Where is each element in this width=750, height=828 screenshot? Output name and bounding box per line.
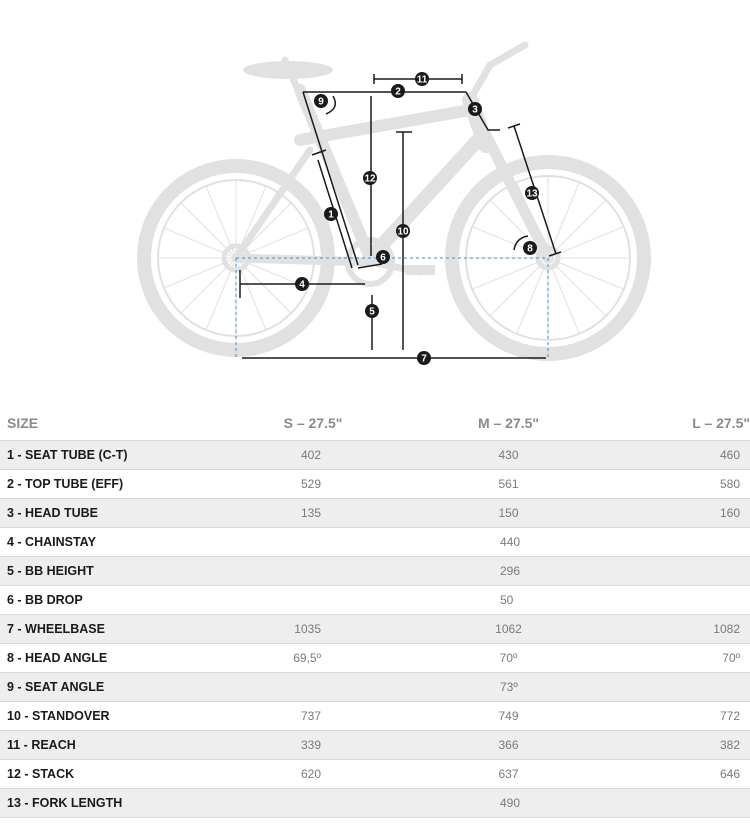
value-size-m: 561 — [426, 470, 591, 499]
table-row — [0, 644, 750, 673]
row-label: 6 - BB DROP — [0, 586, 200, 615]
table-row — [0, 499, 750, 528]
value-size-m: 1062 — [426, 615, 591, 644]
row-label: 1 - SEAT TUBE (C-T) — [0, 441, 200, 470]
row-label: 5 - BB HEIGHT — [0, 557, 200, 586]
dimension-marker-12 — [363, 171, 377, 185]
row-value-all-sizes: 490 — [200, 789, 750, 818]
marker-label: 5 — [369, 306, 375, 318]
dimension-marker-1 — [324, 207, 338, 221]
dimension-marker-7 — [417, 351, 431, 365]
value-size-s: 1035 — [200, 615, 426, 644]
row-label: 8 - HEAD ANGLE — [0, 644, 200, 673]
value-size-s: 529 — [200, 470, 426, 499]
dimension-marker-3 — [468, 102, 482, 116]
dimension-marker-6 — [376, 250, 390, 264]
marker-label: 13 — [526, 188, 538, 200]
geometry-table — [0, 405, 750, 818]
value-size-l: 772 — [591, 702, 750, 731]
table-row — [0, 586, 750, 615]
value-size-l: 460 — [591, 441, 750, 470]
marker-label: 7 — [421, 353, 427, 365]
header-size-m: M – 27.5" — [477, 414, 540, 431]
saddle — [243, 61, 333, 79]
table-row — [0, 528, 750, 557]
table-row — [0, 731, 750, 760]
marker-label: 3 — [472, 104, 478, 116]
value-size-s: 69,5º — [200, 644, 426, 673]
value-size-l: 70º — [591, 644, 750, 673]
table-row — [0, 441, 750, 470]
marker-label: 12 — [364, 173, 376, 185]
geometry-table-body — [0, 441, 750, 818]
marker-label: 9 — [318, 96, 324, 108]
value-size-m: 637 — [426, 760, 591, 789]
table-row — [0, 557, 750, 586]
value-size-s: 339 — [200, 731, 426, 760]
value-size-m: 430 — [426, 441, 591, 470]
header-size-l: L – 27.5" — [692, 414, 750, 431]
table-row — [0, 789, 750, 818]
row-label: 11 - REACH — [0, 731, 200, 760]
marker-label: 2 — [395, 86, 401, 98]
row-value-all-sizes: 73º — [200, 673, 750, 702]
row-label: 10 - STANDOVER — [0, 702, 200, 731]
dimension-marker-10 — [396, 224, 410, 238]
value-size-m: 366 — [426, 731, 591, 760]
marker-label: 8 — [527, 243, 533, 255]
row-label: 3 - HEAD TUBE — [0, 499, 200, 528]
value-size-m: 70º — [426, 644, 591, 673]
dimension-marker-9 — [314, 94, 328, 108]
dimension-marker-13 — [525, 186, 539, 200]
value-size-m: 749 — [426, 702, 591, 731]
row-value-all-sizes: 296 — [200, 557, 750, 586]
bike-geometry-svg — [0, 0, 750, 400]
value-size-l: 160 — [591, 499, 750, 528]
row-label: 13 - FORK LENGTH — [0, 789, 200, 818]
dimension-marker-2 — [391, 84, 405, 98]
row-label: 9 - SEAT ANGLE — [0, 673, 200, 702]
table-row — [0, 673, 750, 702]
dimension-marker-4 — [295, 277, 309, 291]
row-label: 2 - TOP TUBE (EFF) — [0, 470, 200, 499]
row-value-all-sizes: 50 — [200, 586, 750, 615]
value-size-l: 1082 — [591, 615, 750, 644]
dimension-marker-5 — [365, 304, 379, 318]
header-size: SIZE — [7, 414, 39, 431]
row-value-all-sizes: 440 — [200, 528, 750, 557]
table-row — [0, 760, 750, 789]
value-size-m: 150 — [426, 499, 591, 528]
pedal — [405, 265, 435, 275]
value-size-s: 737 — [200, 702, 426, 731]
value-size-l: 646 — [591, 760, 750, 789]
marker-label: 10 — [397, 226, 409, 238]
row-label: 7 - WHEELBASE — [0, 615, 200, 644]
dimension-marker-11 — [415, 72, 429, 86]
marker-label: 11 — [416, 74, 428, 86]
value-size-s: 620 — [200, 760, 426, 789]
marker-label: 4 — [299, 279, 305, 291]
header-size-s: S – 27.5" — [283, 414, 343, 431]
marker-label: 6 — [380, 252, 386, 264]
value-size-l: 580 — [591, 470, 750, 499]
table-row — [0, 615, 750, 644]
table-row — [0, 702, 750, 731]
row-label: 4 - CHAINSTAY — [0, 528, 200, 557]
bike-geometry-diagram — [0, 0, 750, 400]
dimension-marker-8 — [523, 241, 537, 255]
value-size-s: 402 — [200, 441, 426, 470]
table-header-row — [0, 405, 750, 441]
value-size-l: 382 — [591, 731, 750, 760]
value-size-s: 135 — [200, 499, 426, 528]
row-label: 12 - STACK — [0, 760, 200, 789]
table-row — [0, 470, 750, 499]
marker-label: 1 — [328, 209, 334, 221]
